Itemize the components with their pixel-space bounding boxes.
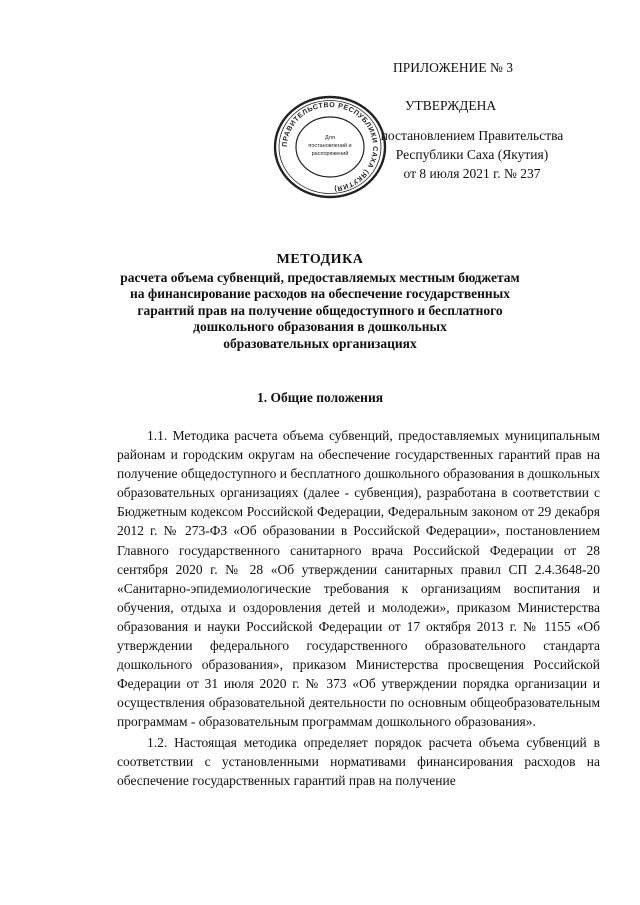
title-line: гарантий прав на получение общедоступного и бесплатного xyxy=(137,302,503,318)
paragraph-1-1: 1.1. Методика расчета объема субвенций, предоставляемых муниципальным районам и городским округам на обеспечение государственных гарантий прав на получение общедоступного и бесплатного дошкольного образования в дошкольных образовательных организациях (далее - субвенция), разработана в соответствии с Бюджетным кодексом Российской Федерации, Федеральным законом от 29 декабря 2012 г. № 273-ФЗ «Об образовании в Российской Федерации», постановлением Главного государственного санитарного врача Российской Федерации от 28 сентября 2020 г. № 28 «Об утверждении санитарных правил СП 2.4.3648-20 «Санитарно-эпидемиологические требования к организациям воспитания и обучения, отдыха и оздоровления детей и молодежи», приказом Министерства образования и науки Российской Федерации от 17 октября 2013 г. № 1155 «Об утверждении федерального государственного образовательного стандарта дошкольного образования», приказом Министерства просвещения Российской Федерации от 31 июля 2020 г. № 373 «Об утверждении порядка организации и осуществления образовательной деятельности по основным общеобразовательным программам - образовательным программам дошкольного образования». xyxy=(117,428,600,730)
title-line: образовательных организациях xyxy=(223,335,417,351)
paragraph-1-2: 1.2. Настоящая методика определяет порядок расчета объема субвенций в соответствии с установленными нормативами финансирования расходов на обеспечение государственных гарантий прав на получение xyxy=(117,734,600,788)
seal-center-line: постановлений и xyxy=(308,143,352,149)
decree-line: от 8 июля 2021 г. № 237 xyxy=(403,166,541,181)
title-line: дошкольного образования в дошкольных xyxy=(193,319,447,334)
official-seal-stamp xyxy=(270,95,390,199)
document-title xyxy=(100,252,540,352)
seal-center-line: Для xyxy=(325,135,335,141)
seal-center-line: распоряжений xyxy=(311,151,349,157)
approval-mark: УТВЕРЖДЕНА xyxy=(405,98,497,113)
seal-ring-text: ПРАВИТЕЛЬСТВО РЕСПУБЛИКИ САХА (ЯКУТИЯ) xyxy=(281,101,379,192)
decree-line: постановлением Правительства xyxy=(380,128,564,143)
title-main: МЕТОДИКА xyxy=(276,252,364,267)
title-line: на финансирование расходов на обеспечение государственных xyxy=(130,286,510,301)
section-heading: 1. Общие положения xyxy=(256,390,384,405)
title-line: расчета объема субвенций, предоставляемых местным бюджетам xyxy=(120,269,520,285)
decree-reference xyxy=(362,126,582,183)
section-body xyxy=(117,426,600,790)
decree-line: Республики Саха (Якутия) xyxy=(395,147,549,162)
annex-number: ПРИЛОЖЕНИЕ № 3 xyxy=(393,60,514,75)
